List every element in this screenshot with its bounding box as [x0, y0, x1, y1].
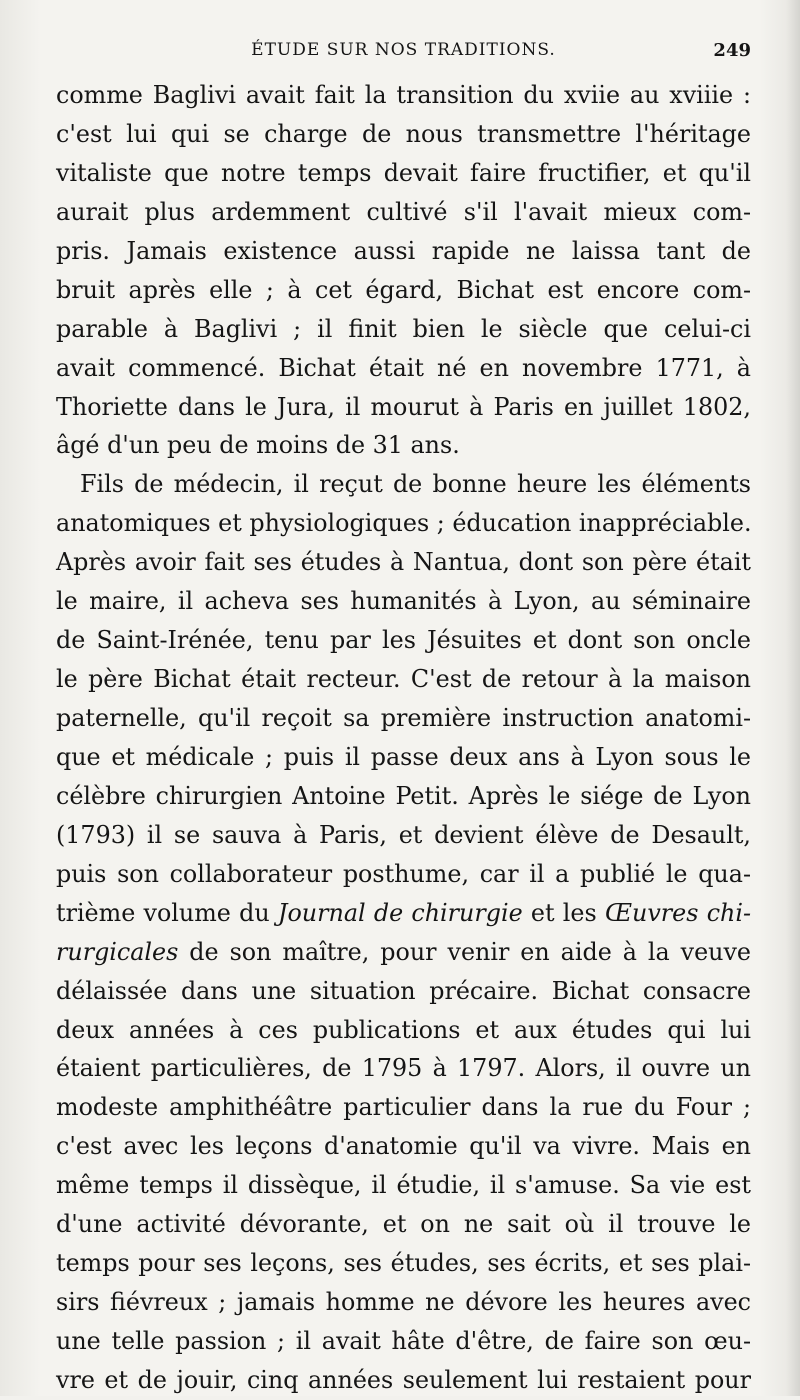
text-line: c'est lui qui se charge de nous transmettre l'héritage	[56, 119, 751, 148]
text-line: deux années à ces publications et aux études qui lui	[56, 1015, 751, 1044]
line-segment: et les	[522, 898, 605, 927]
line-segment: de son maître, pour venir en aide à la veuve	[178, 937, 751, 966]
running-head	[56, 40, 751, 64]
text-line: célèbre chirurgien Antoine Petit. Après le siége de Lyon	[56, 781, 751, 810]
text-line: anatomiques et physiologiques ; éducation inappréciable.	[56, 509, 752, 538]
oeuvres-title: Œuvres chi-	[604, 898, 751, 927]
journal-title: Journal de chirurgie	[277, 898, 523, 927]
text-line: puis son collaborateur posthume, car il a publié le qua-	[56, 859, 751, 888]
text-line: vitaliste que notre temps devait faire fructifier, et qu'il	[56, 158, 751, 187]
text-line: comme Baglivi avait fait la transition du xviie au xviiie :	[56, 81, 751, 109]
text-line: même temps il dissèque, il étudie, il s'amuse. Sa vie est	[56, 1171, 751, 1200]
text-line: âgé d'un peu de moins de 31 ans.	[56, 431, 460, 460]
body-text	[56, 76, 751, 1400]
text-line: le maire, il acheva ses humanités à Lyon, au séminaire	[56, 587, 751, 616]
text-line: de Saint-Irénée, tenu par les Jésuites et dont son oncle	[56, 626, 751, 655]
text-line-with-italics	[56, 894, 751, 933]
running-title: ÉTUDE SUR NOS TRADITIONS.	[251, 40, 556, 60]
page-edge-shadow	[786, 0, 800, 1396]
text-line: sirs fiévreux ; jamais homme ne dévore les heures avec	[56, 1288, 751, 1317]
text-line: étaient particulières, de 1795 à 1797. Alors, il ouvre un	[56, 1054, 751, 1083]
text-line: bruit après elle ; à cet égard, Bichat est encore com-	[56, 275, 751, 304]
text-line: c'est avec les leçons d'anatomie qu'il va vivre. Mais en	[56, 1132, 751, 1161]
oeuvres-title-continued: rurgicales	[56, 937, 179, 966]
text-line: une telle passion ; il avait hâte d'être, de faire son œu-	[56, 1327, 751, 1355]
text-line: Fils de médecin, il reçut de bonne heure les éléments	[80, 470, 751, 499]
text-line: délaissée dans une situation précaire. Bichat consacre	[56, 976, 751, 1005]
text-line: avait commencé. Bichat était né en novembre 1771, à	[56, 353, 751, 382]
text-line: temps pour ses leçons, ses études, ses écrits, et ses plai-	[56, 1249, 751, 1278]
text-line: le père Bichat était recteur. C'est de retour à la maison	[56, 665, 751, 694]
page-number: 249	[713, 40, 751, 61]
text-line: (1793) il se sauva à Paris, et devient élève de Desault,	[56, 820, 751, 849]
line-segment: trième volume du	[56, 898, 278, 927]
text-line: paternelle, qu'il reçoit sa première instruction anatomi-	[56, 704, 751, 732]
text-line: que et médicale ; puis il passe deux ans à Lyon sous le	[56, 742, 751, 771]
text-line: parable à Baglivi ; il finit bien le siècle que celui-ci	[56, 314, 751, 343]
text-line: vre et de jouir, cinq années seulement lui restaient pour	[56, 1365, 751, 1394]
text-line-with-italics	[56, 933, 751, 972]
text-line: Après avoir fait ses études à Nantua, dont son père était	[56, 548, 751, 577]
text-line: modeste amphithéâtre particulier dans la rue du Four ;	[56, 1093, 751, 1122]
text-line: pris. Jamais existence aussi rapide ne laissa tant de	[56, 236, 751, 265]
text-line: aurait plus ardemment cultivé s'il l'avait mieux com-	[56, 197, 751, 226]
text-line: d'une activité dévorante, et on ne sait où il trouve le	[56, 1210, 751, 1239]
text-line: Thoriette dans le Jura, il mourut à Paris en juillet 1802,	[56, 392, 751, 421]
